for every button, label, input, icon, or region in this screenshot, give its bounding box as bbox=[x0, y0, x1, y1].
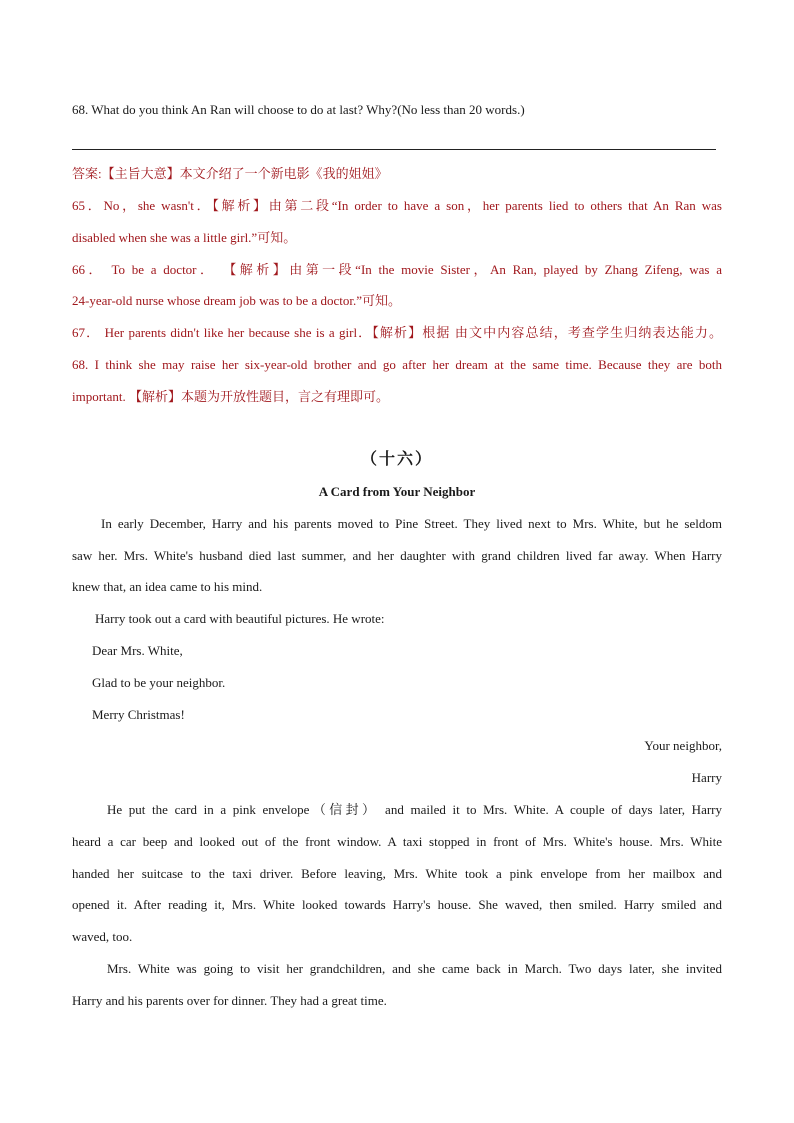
answer-68-line1: 68. I think she may raise her six-year-old brother and go after her dream at the same time. Because they are both bbox=[72, 357, 722, 372]
story-p1-line2: saw her. Mrs. White's husband died last summer, and her daughter with grand children lived far away. When Harry bbox=[72, 548, 722, 563]
card-line-1: Glad to be your neighbor. bbox=[92, 675, 226, 690]
card-greeting: Dear Mrs. White, bbox=[92, 643, 183, 658]
story-p1-line1: In early December, Harry and his parents moved to Pine Street. They lived next to Mrs. White, but he seldom bbox=[101, 516, 722, 531]
story-p3-line3: handed her suitcase to the taxi driver. Before leaving, Mrs. White took a pink envelope from her mailbox and bbox=[72, 866, 722, 881]
story-p3-line5: waved, too. bbox=[72, 929, 133, 944]
story-p4-line2: Harry and his parents over for dinner. They had a great time. bbox=[72, 993, 387, 1008]
question-68: 68. What do you think An Ran will choose to do at last? Why?(No less than 20 words.) bbox=[72, 102, 525, 117]
answer-66-line1: 66． To be a doctor． 【解析】由第一段“In the movie Sister，An Ran, played by Zhang Zifeng, was a bbox=[72, 262, 722, 277]
card-signoff: Your neighbor, bbox=[644, 738, 722, 753]
section-label: （十六） bbox=[360, 451, 433, 468]
answer-66-line2: 24-year-old nurse whose dream job was to be a doctor.”可知。 bbox=[72, 293, 401, 308]
story-p4-line1: Mrs. White was going to visit her grandchildren, and she came back in March. Two days later, she invited bbox=[107, 961, 722, 976]
card-line-2: Merry Christmas! bbox=[92, 707, 185, 722]
answer-65-line2: disabled when she was a little girl.”可知。 bbox=[72, 230, 297, 245]
story-p3-line2: heard a car beep and looked out of the front window. A taxi stopped in front of Mrs. White's house. Mrs. White bbox=[72, 834, 722, 849]
answer-summary: 答案:【主旨大意】本文介绍了一个新电影《我的姐姐》 bbox=[72, 166, 388, 181]
answer-65-line1: 65．No，she wasn't．【解析】由第二段“In order to have a son，her parents lied to others that An Ran was bbox=[72, 198, 722, 213]
story-p1-line3: knew that, an idea came to his mind. bbox=[72, 579, 263, 594]
story-p2: Harry took out a card with beautiful pictures. He wrote: bbox=[95, 611, 385, 626]
story-title: A Card from Your Neighbor bbox=[318, 484, 476, 499]
answer-67: 67． Her parents didn't like her because she is a girl．【解析】根据 由文中内容总结，考查学生归纳表达能力。 bbox=[72, 325, 722, 340]
story-p3-line4: opened it. After reading it, Mrs. White looked towards Harry's house. She waved, then smiled. Harry smiled and bbox=[72, 897, 722, 912]
answer-blank-line bbox=[72, 149, 716, 150]
answer-68-line2: important. 【解析】本题为开放性题目，言之有理即可。 bbox=[72, 389, 390, 404]
story-p3-line1: He put the card in a pink envelope（信封） and mailed it to Mrs. White. A couple of days later, Harry bbox=[107, 802, 722, 817]
card-signature: Harry bbox=[691, 770, 722, 785]
